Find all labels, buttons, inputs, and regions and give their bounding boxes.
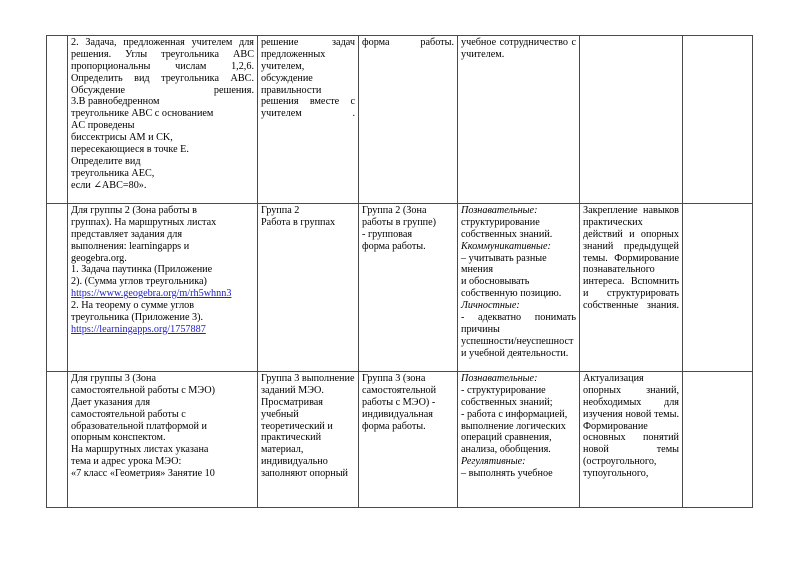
text-line: Для группы 2 (Зона работы в (71, 205, 197, 216)
uud-text: структурирование собственных знаний. (461, 216, 553, 240)
text-line: треугольника AEC, (71, 167, 155, 179)
text-line: треугольнике ABC с основанием (71, 108, 214, 120)
uud-text: - структурирование собственных знаний; (461, 384, 553, 408)
text-line: самостоятельной (362, 384, 437, 396)
work-form-cell (359, 36, 458, 204)
teacher-activity-cell (68, 36, 258, 204)
text-line: Дает указания для (71, 396, 151, 408)
result-cell (580, 204, 683, 372)
text-line: AC проведены (71, 120, 135, 132)
text-line: самостоятельной работы с (71, 408, 186, 420)
text-line: форма работы. (362, 420, 426, 432)
teacher-activity-cell (68, 372, 258, 508)
external-link[interactable]: https://learningapps.org/1757887 (71, 323, 206, 335)
text-line: если ∠ABC=80». (71, 179, 147, 191)
text-line: материал, (261, 444, 304, 456)
text-line: заполняют опорный (261, 468, 349, 479)
notes-cell (683, 36, 753, 204)
text-line: тема и адрес урока МЭО: (71, 456, 182, 468)
uud-category-label: Познавательные: (461, 373, 538, 384)
text-line: представляет задания для (71, 228, 183, 240)
row-number-cell (47, 204, 68, 372)
text-line: Просматривая (261, 396, 323, 408)
row-number-cell (47, 372, 68, 508)
uud-text: успешности/неуспешност и учебной деятельности. (461, 335, 574, 359)
uud-text: - адекватно понимать причины (461, 311, 576, 335)
student-activity-cell (258, 372, 359, 508)
text-line: geogebra.org. (71, 252, 127, 264)
work-form-cell (359, 372, 458, 508)
text-line: биссектрисы AM и CK, (71, 132, 173, 143)
teacher-activity-cell (68, 204, 258, 372)
uud-text: - работа с информацией, выполнение логических операций сравнения, анализа, обобщения. (461, 408, 568, 456)
external-link[interactable]: https://www.geogebra.org/m/rh5whnn3 (71, 288, 232, 300)
text-line: На маршрутных листах указана (71, 444, 209, 456)
result-cell (580, 372, 683, 508)
text-line: «7 класс «Геометрия» Занятие 10 (71, 468, 215, 479)
text-line: 2. На теорему о сумме углов (71, 300, 195, 311)
text-line: треугольника (Приложение 3). (71, 311, 204, 323)
student-activity-cell (258, 36, 359, 204)
text-line: 2). (Сумма углов треугольника) (71, 276, 207, 288)
uud-category-label: Познавательные: (461, 205, 538, 216)
text-line: Закрепление навыков практических действий и опорных знаний предыдущей темы. Формирование познавательного интереса. Вспомнить и структурировать собственные знания. (583, 205, 679, 311)
text-line: Группа 2 (261, 205, 300, 216)
text-line: самостоятельной работы с МЭО) (71, 384, 215, 396)
text-line: - групповая (362, 228, 413, 240)
uud-cell (458, 204, 580, 372)
table-row (47, 204, 753, 372)
text-line: 1. Задача паутинка (Приложение (71, 264, 213, 276)
text-line: Группа 3 (зона (362, 373, 426, 384)
text-line: работы с МЭО) - (362, 396, 436, 408)
uud-category-label: Регулятивные: (461, 456, 526, 468)
text-line: работы в группе) (362, 216, 437, 228)
text-line: пересекающиеся в точке E. (71, 143, 189, 155)
lesson-plan-table (46, 35, 753, 508)
text-line: Определите вид (71, 155, 141, 167)
text-line: группах). На маршрутных листах (71, 216, 217, 228)
table-row (47, 36, 753, 204)
uud-cell (458, 372, 580, 508)
text-line: Работа в группах (261, 216, 336, 228)
uud-cell (458, 36, 580, 204)
text-line: учебный (261, 408, 299, 420)
uud-text: и обосновывать собственную позицию. (461, 276, 562, 300)
uud-category-label: Личностные: (461, 300, 520, 311)
text-line: 3.В равнобедренном (71, 96, 160, 108)
uud-category-label: Ккоммуникативные: (461, 240, 551, 252)
text-line: опорным конспектом. (71, 432, 166, 444)
work-form-cell (359, 204, 458, 372)
row-number-cell (47, 36, 68, 204)
text-line: форма работы. (362, 240, 426, 252)
notes-cell (683, 372, 753, 508)
text-line: Группа 3 выполнение (261, 373, 355, 384)
text-line: Группа 2 (Зона (362, 205, 427, 216)
result-cell (580, 36, 683, 204)
text-line: выполнения: learningapps и (71, 240, 190, 252)
text-line: индивидуально (261, 456, 328, 468)
text-line: индивидуальная (362, 408, 433, 420)
text-line: 2. Задача, предложенная учителем для решения. Углы треугольника ABC пропорциональны числам 1,2,6. Определить вид треугольника ABC. Обсуждение решения. (71, 37, 254, 96)
text-line: форма работы. (362, 37, 454, 48)
uud-text: – учитывать разные мнения (461, 252, 547, 276)
text-line: решение задач предложенных учителем, обсуждение правильности решения вместе с учителем . (261, 37, 355, 120)
text-line: Актуализация опорных знаний, необходимых для изучения новой темы. Формирование основных понятий новой темы (остроугольного, тупоугольного, (583, 373, 679, 479)
text-line: заданий МЭО. (261, 384, 324, 396)
text-line: практический (261, 432, 322, 444)
uud-text: – выполнять учебное (461, 468, 553, 479)
text-line: учебное сотрудничество с учителем. (461, 37, 576, 60)
text-line: теоретический и (261, 420, 333, 432)
student-activity-cell (258, 204, 359, 372)
text-line: образовательной платформой и (71, 420, 208, 432)
notes-cell (683, 204, 753, 372)
table-row (47, 372, 753, 508)
text-line: Для группы 3 (Зона (71, 373, 156, 384)
